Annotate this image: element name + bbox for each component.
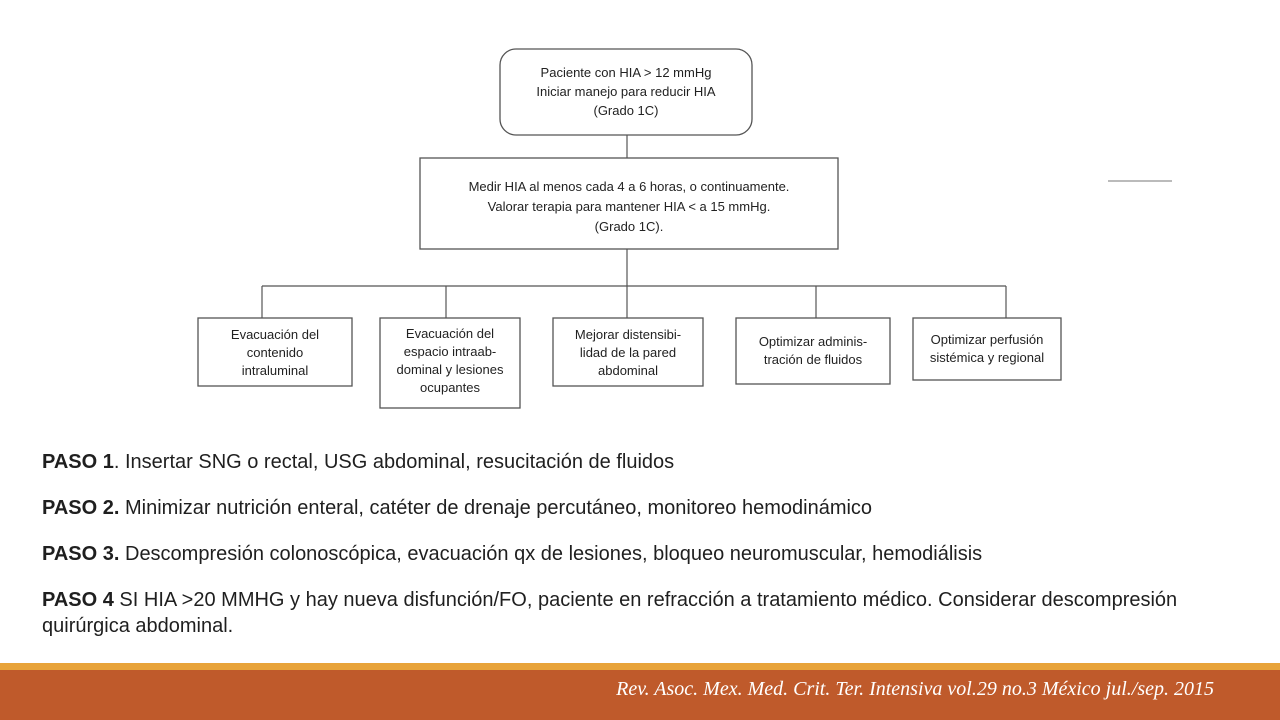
branch-box-2-line-3: dominal y lesiones — [396, 362, 504, 377]
branch-box-4 — [736, 318, 890, 384]
branch-box-4-line-1: Optimizar adminis- — [758, 334, 868, 349]
top-box-line-1: Paciente con HIA > 12 mmHg — [540, 65, 712, 80]
citation: Rev. Asoc. Mex. Med. Crit. Ter. Intensiva vol.29 no.3 México jul./sep. 2015 — [616, 678, 1214, 700]
step-3 — [42, 541, 1242, 567]
steps-list — [42, 449, 1242, 659]
top-box-line-3: (Grado 1C) — [593, 103, 659, 118]
branch-box-5 — [913, 318, 1061, 380]
step-4-label: PASO 4 — [42, 589, 114, 611]
branch-box-3-line-3: abdominal — [598, 363, 658, 378]
branch-box-5-line-1: Optimizar perfusión — [930, 332, 1044, 347]
middle-box-line-1: Medir HIA al menos cada 4 a 6 horas, o continuamente. — [468, 179, 790, 194]
branch-box-2-line-1: Evacuación del — [405, 326, 495, 341]
step-2 — [42, 495, 1242, 521]
branch-box-3-line-1: Mejorar distensibi- — [574, 327, 682, 342]
step-1-text: . Insertar SNG o rectal, USG abdominal, resucitación de fluidos — [113, 451, 675, 473]
footer-band — [0, 670, 1280, 720]
branch-box-5-line-2: sistémica y regional — [929, 350, 1045, 365]
branch-box-1-line-2: contenido — [246, 345, 304, 360]
middle-box-line-2: Valorar terapia para mantener HIA < a 15 mmHg. — [487, 199, 771, 214]
branch-box-2-line-2: espacio intraab- — [403, 344, 497, 359]
step-2-text: Minimizar nutrición enteral, catéter de drenaje percutáneo, monitoreo hemodinámico — [119, 497, 873, 519]
step-4 — [42, 587, 1242, 639]
step-3-label: PASO 3. — [42, 543, 120, 565]
step-4-text: SI HIA >20 MMHG y hay nueva disfunción/FO, paciente en refracción a tratamiento médico. Considerar descompresión quirúrgica abdominal. — [42, 589, 1178, 637]
step-1-label: PASO 1 — [42, 451, 114, 473]
branch-box-1-line-1: Evacuación del — [230, 327, 320, 342]
step-2-label: PASO 2. — [42, 497, 120, 519]
top-box-line-2: Iniciar manejo para reducir HIA — [536, 84, 716, 99]
step-1 — [42, 449, 1242, 475]
step-3-text: Descompresión colonoscópica, evacuación qx de lesiones, bloqueo neuromuscular, hemodiálisis — [119, 543, 983, 565]
branch-box-1-line-3: intraluminal — [241, 363, 309, 378]
middle-box-line-3: (Grado 1C). — [594, 219, 664, 234]
footer-accent-stripe — [0, 663, 1280, 670]
branch-box-3-line-2: lidad de la pared — [579, 345, 677, 360]
branch-box-2-line-4: ocupantes — [420, 380, 480, 395]
branch-box-4-line-2: tración de fluidos — [763, 352, 863, 367]
